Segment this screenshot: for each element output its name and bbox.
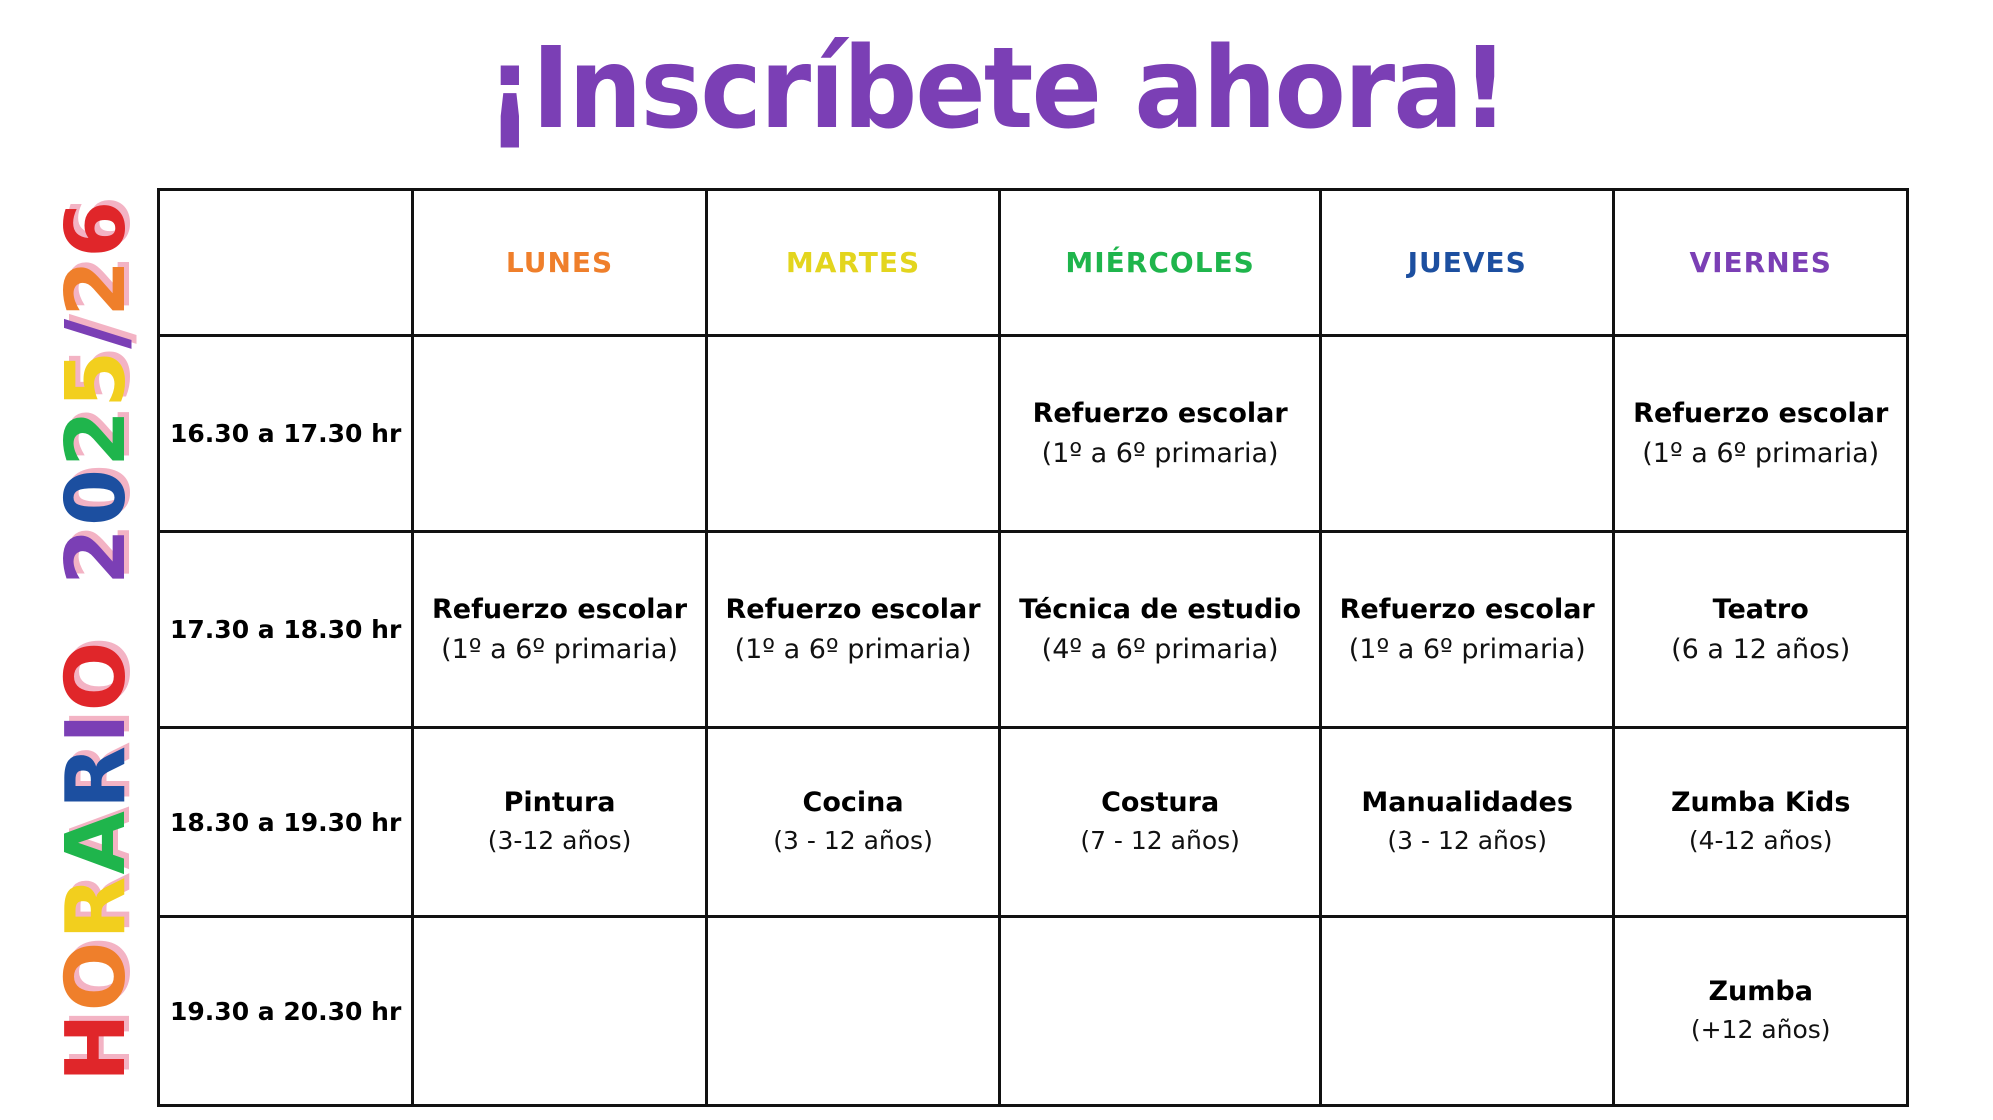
schedule-cell bbox=[1000, 336, 1321, 532]
activity-name: Refuerzo escolar bbox=[432, 593, 688, 625]
activity-name: Manualidades bbox=[1361, 787, 1573, 818]
schedule-cell bbox=[1614, 336, 1908, 532]
activity-name: Zumba Kids bbox=[1670, 787, 1851, 818]
schedule-cell bbox=[1614, 532, 1908, 728]
schedule-cell bbox=[1320, 728, 1614, 917]
activity-name: Refuerzo escolar bbox=[1633, 397, 1889, 429]
activity-detail: (3 - 12 años) bbox=[1387, 826, 1547, 855]
activity-name: Cocina bbox=[802, 787, 904, 818]
page-title: ¡Inscríbete ahora! bbox=[486, 22, 1507, 154]
table-row bbox=[159, 728, 1908, 917]
schedule-year-label bbox=[49, 198, 144, 1082]
schedule-cell bbox=[1614, 728, 1908, 917]
activity-detail: (1º a 6º primaria) bbox=[1642, 437, 1880, 469]
side-year-slash: / bbox=[49, 316, 144, 349]
table-row bbox=[159, 917, 1908, 1106]
schedule-cell bbox=[413, 532, 707, 728]
side-letter-o2: O bbox=[49, 639, 144, 712]
side-year-2a: 2 bbox=[49, 526, 144, 586]
activity-detail: (6 a 12 años) bbox=[1671, 633, 1851, 665]
schedule-cell bbox=[1000, 532, 1321, 728]
side-label-year bbox=[49, 198, 144, 586]
day-header-martes: MARTES bbox=[706, 190, 1000, 336]
day-header-viernes: VIERNES bbox=[1614, 190, 1908, 336]
day-header-jueves: JUEVES bbox=[1320, 190, 1614, 336]
activity-name: Costura bbox=[1101, 787, 1220, 818]
activity-name: Zumba bbox=[1708, 976, 1813, 1007]
side-letter-r2: R bbox=[49, 743, 144, 810]
schedule-cell bbox=[413, 728, 707, 917]
side-year-5: 5 bbox=[49, 348, 144, 408]
side-year-2c: 2 bbox=[49, 257, 144, 317]
schedule-cell bbox=[706, 336, 1000, 532]
activity-detail: (1º a 6º primaria) bbox=[734, 633, 972, 665]
activity-name: Refuerzo escolar bbox=[725, 593, 981, 625]
side-year-6: 6 bbox=[49, 198, 144, 258]
activity-detail: (3-12 años) bbox=[487, 826, 632, 855]
time-slot: 17.30 a 18.30 hr bbox=[159, 532, 413, 728]
activity-detail: (1º a 6º primaria) bbox=[1041, 437, 1279, 469]
activity-detail: (3 - 12 años) bbox=[773, 826, 933, 855]
activity-name: Técnica de estudio bbox=[1019, 593, 1302, 625]
schedule-table bbox=[157, 188, 1909, 1107]
side-label-horario bbox=[49, 639, 144, 1082]
activity-name: Pintura bbox=[503, 787, 616, 818]
side-year-0: 0 bbox=[49, 466, 144, 526]
side-letter-a: A bbox=[49, 809, 144, 875]
activity-detail: (4º a 6º primaria) bbox=[1041, 633, 1279, 665]
activity-detail: (1º a 6º primaria) bbox=[441, 633, 678, 665]
schedule-cell bbox=[1614, 917, 1908, 1106]
activity-name: Teatro bbox=[1712, 593, 1809, 625]
schedule-cell bbox=[1320, 917, 1614, 1106]
side-letter-o: O bbox=[49, 939, 144, 1012]
time-slot: 18.30 a 19.30 hr bbox=[159, 728, 413, 917]
day-header-miercoles: MIÉRCOLES bbox=[1000, 190, 1321, 336]
schedule-cell bbox=[413, 917, 707, 1106]
activity-name: Refuerzo escolar bbox=[1032, 397, 1288, 429]
activity-detail: (7 - 12 años) bbox=[1080, 826, 1240, 855]
header-row bbox=[159, 190, 1908, 336]
time-slot: 19.30 a 20.30 hr bbox=[159, 917, 413, 1106]
schedule-cell bbox=[706, 728, 1000, 917]
corner-cell bbox=[159, 190, 413, 336]
schedule-cell bbox=[1320, 336, 1614, 532]
side-letter-r: R bbox=[49, 874, 144, 940]
side-letter-i: I bbox=[49, 711, 144, 744]
table-row bbox=[159, 532, 1908, 728]
day-header-lunes: LUNES bbox=[413, 190, 707, 336]
activity-detail: (1º a 6º primaria) bbox=[1348, 633, 1586, 665]
schedule-cell bbox=[706, 917, 1000, 1106]
time-slot: 16.30 a 17.30 hr bbox=[159, 336, 413, 532]
side-year-2b: 2 bbox=[49, 407, 144, 467]
schedule-cell bbox=[706, 532, 1000, 728]
side-letter-h: H bbox=[49, 1011, 144, 1082]
activity-detail: (+12 años) bbox=[1690, 1015, 1831, 1044]
activity-detail: (4-12 años) bbox=[1688, 826, 1833, 855]
schedule-cell bbox=[1320, 532, 1614, 728]
activity-name: Refuerzo escolar bbox=[1339, 593, 1595, 625]
schedule-cell bbox=[1000, 728, 1321, 917]
schedule-cell bbox=[1000, 917, 1321, 1106]
schedule-cell bbox=[413, 336, 707, 532]
table-row bbox=[159, 336, 1908, 532]
